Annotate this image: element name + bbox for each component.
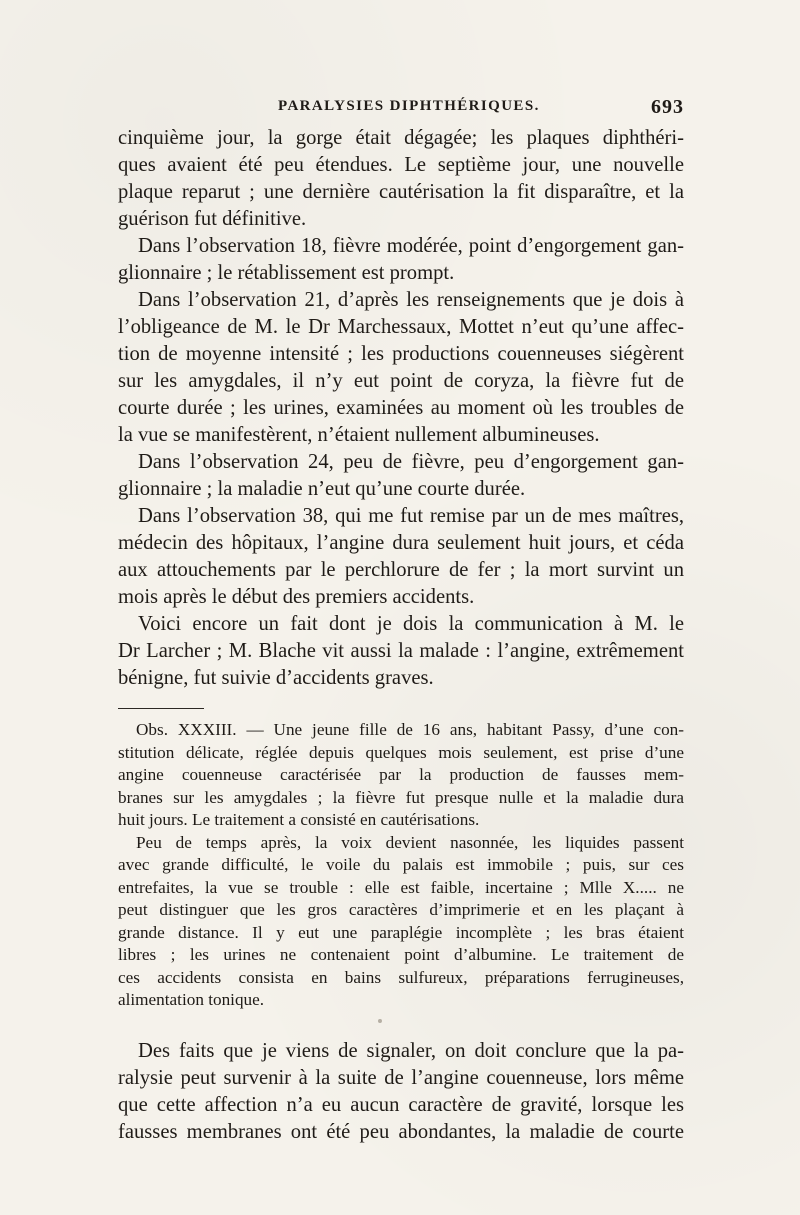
conclusion-line: Des faits que je viens de signaler, on doit conclure que la pa-	[138, 1040, 684, 1062]
running-head: PARALYSIES DIPHTHÉRIQUES.	[278, 98, 540, 114]
observation-line: ces accidents consista en bains sulfureux, préparations ferrugineuses,	[118, 967, 684, 987]
observation-line: stitution délicate, réglée depuis quelques mois seulement, est prise d’une	[118, 742, 684, 762]
observation-line: branes sur les amygdales ; la fièvre fut presque nulle et la maladie dura	[118, 787, 684, 807]
observation-line: Peu de temps après, la voix devient nasonnée, les liquides passent	[136, 832, 684, 852]
text-line: bénigne, fut suivie d’accidents graves.	[118, 667, 434, 689]
text-line: Dr Larcher ; M. Blache vit aussi la malade : l’angine, extrêmement	[118, 640, 684, 662]
observation-line: angine couenneuse caractérisée par la production de fausses mem-	[118, 765, 684, 784]
section-separator	[118, 708, 204, 709]
text-line: la vue se manifestèrent, n’étaient nullement albumineuses.	[118, 424, 600, 446]
text-line: Dans l’observation 38, qui me fut remise par un de mes maîtres,	[138, 505, 684, 527]
observation-line: libres ; les urines ne contenaient point d’albumine. Le traitement de	[118, 945, 684, 964]
observation-line: alimentation tonique.	[118, 990, 265, 1009]
text-line: glionnaire ; la maladie n’eut qu’une courte durée.	[118, 478, 526, 500]
text-line: tion de moyenne intensité ; les productions couenneuses siégèrent	[118, 343, 684, 365]
text-line: l’obligeance de M. le Dr Marchessaux, Mottet n’eut qu’une affec-	[118, 316, 684, 338]
text-line: Dans l’observation 24, peu de fièvre, peu d’engorgement gan-	[138, 451, 684, 473]
page-header	[118, 98, 684, 122]
observation-line: peut distinguer que les gros caractères d’imprimerie et en les plaçant à	[118, 900, 684, 919]
text-line: Dans l’observation 18, fièvre modérée, point d’engorgement gan-	[138, 235, 684, 257]
observation-line: grande distance. Il y eut une paraplégie incomplète ; les bras étaient	[118, 922, 684, 942]
observation-line: huit jours. Le traitement a consisté en cautérisations.	[118, 810, 480, 829]
conclusion-line: fausses membranes ont été peu abondantes, la maladie de courte	[118, 1121, 684, 1143]
text-line: aux attouchements par le perchlorure de fer ; la mort survint un	[118, 559, 684, 581]
main-text	[118, 125, 684, 692]
text-line: Voici encore un fait dont je dois la communication à M. le	[138, 613, 684, 635]
text-line: guérison fut définitive.	[118, 208, 307, 230]
page-speck	[378, 1019, 382, 1023]
text-line: courte durée ; les urines, examinées au moment où les troubles de	[118, 397, 684, 419]
conclusion-line: que cette affection n’a eu aucun caractère de gravité, lorsque les	[118, 1094, 684, 1116]
text-line: Dans l’observation 21, d’après les renseignements que je dois à	[138, 289, 684, 311]
page-number: 693	[651, 96, 684, 118]
conclusion-line: ralysie peut survenir à la suite de l’angine couenneuse, lors même	[118, 1067, 684, 1089]
observation-line: avec grande difficulté, le voile du palais est immobile ; puis, sur ces	[118, 855, 684, 874]
observation-block	[118, 719, 684, 1012]
text-line: mois après le début des premiers accidents.	[118, 586, 475, 608]
text-line: médecin des hôpitaux, l’angine dura seulement huit jours, et céda	[118, 532, 684, 554]
text-line: sur les amygdales, il n’y eut point de coryza, la fièvre fut de	[118, 370, 684, 392]
text-line: glionnaire ; le rétablissement est prompt.	[118, 262, 455, 284]
conclusion-text	[118, 1038, 684, 1146]
text-line: cinquième jour, la gorge était dégagée; les plaques diphthéri-	[118, 127, 684, 149]
text-line: plaque reparut ; une dernière cautérisation la fit disparaître, et la	[118, 181, 684, 203]
observation-line: Obs. XXXIII. — Une jeune fille de 16 ans, habitant Passy, d’une con-	[136, 720, 684, 739]
text-line: ques avaient été peu étendues. Le septième jour, une nouvelle	[118, 154, 684, 176]
observation-line: entrefaites, la vue se trouble : elle est faible, incertaine ; Mlle X..... ne	[118, 877, 684, 897]
